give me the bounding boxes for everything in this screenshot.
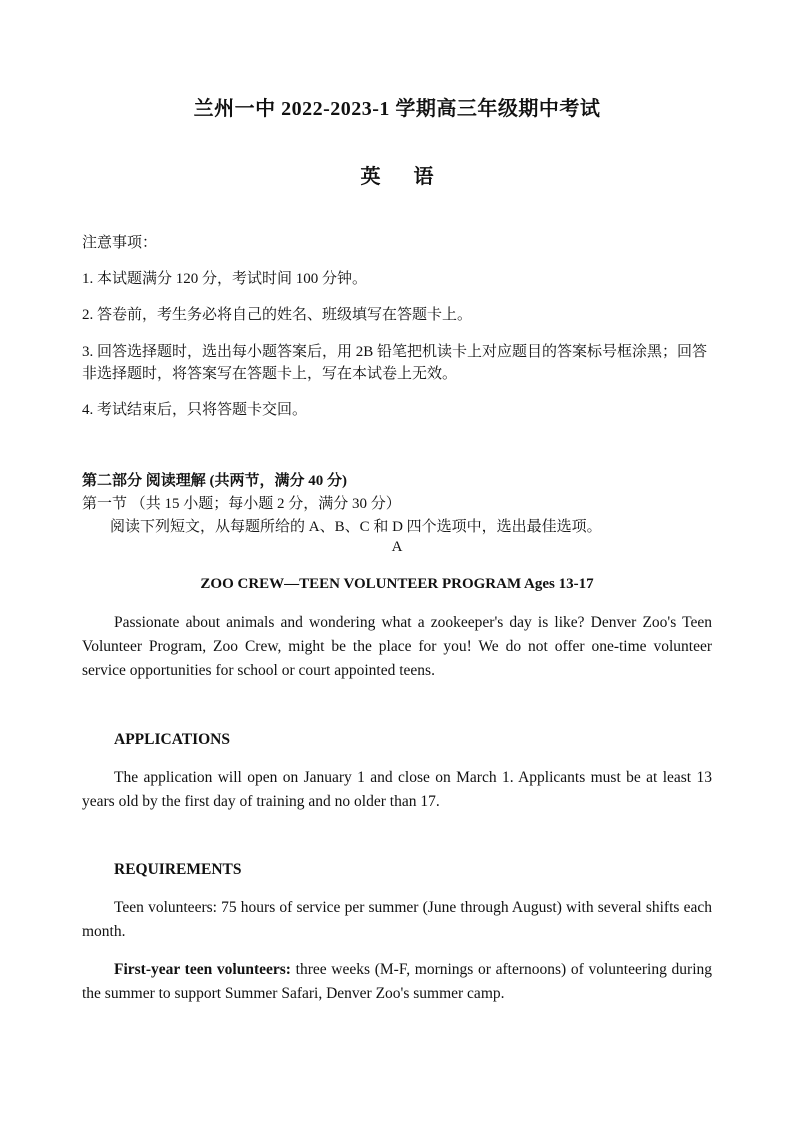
note-item-4: 4. 考试结束后，只将答题卡交回。 — [82, 402, 308, 418]
applications-heading: APPLICATIONS — [114, 731, 230, 748]
requirements-heading: REQUIREMENTS — [114, 861, 242, 878]
note-item-2: 2. 答卷前，考生务必将自己的姓名、班级填写在答题卡上。 — [82, 307, 473, 323]
note-item-3: 3. 回答选择题时，选出每小题答案后，用 2B 铅笔把机读卡上对应题目的答案标号框涂黑；回答非选择题时，将答案写在答题卡上，写在本试卷上无效。 — [82, 344, 708, 382]
section-part-heading: 第二部分 阅读理解 (共两节，满分 40 分) — [82, 473, 347, 489]
passage-title: ZOO CREW—TEEN VOLUNTEER PROGRAM Ages 13-17 — [200, 576, 594, 592]
applications-text: The application will open on January 1 and close on March 1. Applicants must be at least 13 years old by the first day of training and no older than 17. — [82, 769, 712, 810]
requirements-text: Teen volunteers: 75 hours of service per summer (June through August) with several shifts each month. — [82, 899, 712, 940]
subject-title: 英 语 — [360, 166, 448, 188]
exam-title: 兰州一中 2022-2023-1 学期高三年级期中考试 — [193, 98, 601, 120]
notes-heading: 注意事项： — [82, 235, 158, 251]
first-year-paragraph — [82, 958, 712, 1006]
passage-intro: Passionate about animals and wondering what a zookeeper's day is like? Denver Zoo's Teen Volunteer Program, Zoo Crew, might be the place for you! We do not offer one-time volunteer service opportunities for school or court appointed teens. — [82, 614, 712, 679]
passage-label: A — [391, 539, 403, 555]
first-year-text: three weeks (M-F, mornings or afternoons) of volunteering during the summer to support Summer Safari, Denver Zoo's summer camp. — [82, 961, 712, 1002]
note-item-1: 1. 本试题满分 120 分，考试时间 100 分钟。 — [82, 271, 368, 287]
first-year-label: First-year teen volunteers: — [114, 961, 291, 978]
subsection-heading: 第一节 （共 15 小题；每小题 2 分，满分 30 分） — [82, 496, 401, 512]
reading-instruction: 阅读下列短文，从每题所给的 A、B、C 和 D 四个选项中，选出最佳选项。 — [110, 519, 602, 535]
